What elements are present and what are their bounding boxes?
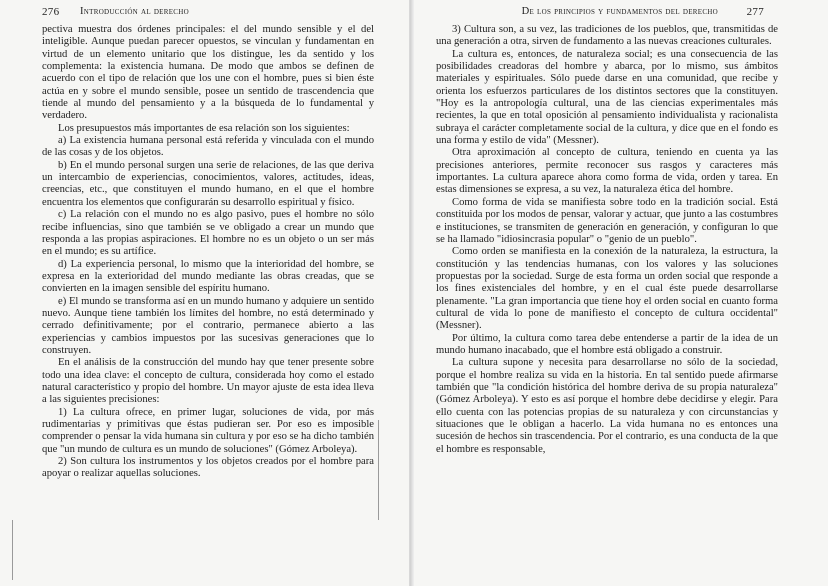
paragraph: En el análisis de la construcción del mundo hay que tener presente sobre todo una idea clave: el concepto de cultura, considerada hoy como el estado natural característico y propio del hombre. Un mayor ajuste de esta idea lleva a las siguientes precisiones:: [42, 357, 374, 406]
paragraph: La cultura supone y necesita para desarrollarse no sólo de la sociedad, porque el hombre realiza su vida en la historia. En tal sentido puede afirmarse también que "la condición histórica del hombre deriva de su propia naturaleza" (Gómez Arboleya). Y esto es así porque el hombre debe decidirse y elegir. Para ello cuenta con las potencias propias de su naturaleza y con circunstancias y situaciones que le obligan a hacerlo. La vida humana no es entonces una sucesión de hechos sin trascendencia. Por el contrario, es una conducta de la que el hombre es responsable,: [436, 357, 778, 455]
left-page: [0, 0, 410, 586]
margin-line-mark: [378, 420, 379, 520]
right-page: [414, 0, 828, 586]
paragraph: b) En el mundo personal surgen una serie de relaciones, de las que deriva un intercambio de experiencias, conocimientos, valores, actitudes, ideas, creencias, etc., que constituyen el mundo humano, en el que el hombre encuentra los elementos que configurarán su desarrollo espiritual y físico.: [42, 159, 374, 208]
paragraph: a) La existencia humana personal está referida y vinculada con el mundo de las cosas y de los objetos.: [42, 135, 374, 159]
left-page-body: [42, 24, 374, 481]
paragraph: 3) Cultura son, a su vez, las tradiciones de los pueblos, que, transmitidas de una generación a otra, sirven de fundamento a las nuevas creaciones culturales.: [436, 24, 778, 48]
right-page-header: [436, 6, 764, 20]
paragraph: pectiva muestra dos órdenes principales: el del mundo sensible y el del inteligible. Aunque puedan parecer opuestos, se vinculan y fundamentan en virtud de un elemento unitario que los distingue, les da sentido y los complementa: la existencia humana. De modo que ambos se definen de acuerdo con el tipo de relación que los une con el hombre, pues si bien éste actúa en y sobre el mundo sensible, posee un sentido de trascendencia que tiende al mundo del pensamiento y a la búsqueda de lo fundamental y verdadero.: [42, 24, 374, 122]
paragraph: Otra aproximación al concepto de cultura, teniendo en cuenta ya las precisiones anteriores, permite reconocer sus rasgos y caracteres más importantes. La cultura aparece ahora como forma de vida, orden y tarea. En estas dimensiones se expresa, a su vez, la naturaleza ética del hombre.: [436, 147, 778, 196]
left-page-number: 276: [42, 6, 60, 18]
paragraph: c) La relación con el mundo no es algo pasivo, pues el hombre no sólo recibe influencias, sino que también se ve obligado a crear un mundo que responda a las propias aspiraciones. El hombre no es un objeto o un ser más en el mundo; es su artífice.: [42, 209, 374, 258]
paragraph: 1) La cultura ofrece, en primer lugar, soluciones de vida, por más rudimentarias y primitivas que éstas pudieran ser. Por eso es imposible comprender o pensar la vida humana sin cultura y por eso se ha dicho también que "un mundo de cultura es un mundo de soluciones" (Gómez Arboleya).: [42, 406, 374, 455]
left-running-head: Introducción al derecho: [80, 6, 189, 17]
paragraph: e) El mundo se transforma así en un mundo humano y adquiere un sentido nuevo. Aunque tiene también los límites del hombre, no está determinado y cerrado definitivamente; por el contrario, permanece abierto a las experiencias y cambios impuestos por las sucesivas generaciones que lo construyen.: [42, 295, 374, 356]
paragraph: Por último, la cultura como tarea debe entenderse a partir de la idea de un mundo humano inacabado, que el hombre está obligado a construir.: [436, 332, 778, 356]
margin-line-mark: [12, 520, 13, 580]
paragraph: 2) Son cultura los instrumentos y los objetos creados por el hombre para apoyar o realizar aquellas soluciones.: [42, 456, 374, 480]
right-page-body: [436, 24, 778, 456]
paragraph: Los presupuestos más importantes de esa relación son los siguientes:: [58, 122, 350, 134]
paragraph: Como orden se manifiesta en la conexión de la naturaleza, la estructura, la constitución y las tendencias humanas, con los valores y las soluciones propuestas por la sociedad. Surge de esta forma un orden social que responde a los fines existenciales del hombre, y en el cual éste puede desarrollarse plenamente. "La gran importancia que tiene hoy el orden social en cuanto forma cultural de vida lo pone de manifiesto el concepto de cultura occidental" (Messner).: [436, 246, 778, 332]
right-running-head: De los principios y fundamentos del derecho: [521, 6, 718, 17]
right-page-number: 277: [746, 6, 764, 18]
paragraph: La cultura es, entonces, de naturaleza social; es una consecuencia de las posibilidades creadoras del hombre y abarca, por lo mismo, sus ámbitos materiales y espirituales. Sólo puede darse en una comunidad, que recibe y orienta los esfuerzos particulares de los distintos sectores que la constituyen. "Hoy es la antropología cultural, una de las ciencias experimentales más recientes, la que en total oposición al pensamiento individualista y racionalista subraya el carácter completamente social de la cultura, y dice que en el fondo es una forma y estilo de vida" (Messner).: [436, 48, 778, 147]
paragraph: d) La experiencia personal, lo mismo que la interioridad del hombre, se expresa en la exterioridad del mundo mediante las obras creadas, que se convierten en la imagen sensible del espíritu humano.: [42, 258, 374, 295]
left-page-header: [42, 6, 365, 20]
paragraph: Como forma de vida se manifiesta sobre todo en la tradición social. Está constituida por los modos de pensar, valorar y actuar, que junto a las costumbres e instituciones, se transmiten de generación en generación, y configuran lo que se ha llamado "idiosincrasia popular" o "genio de un pueblo".: [436, 196, 778, 245]
